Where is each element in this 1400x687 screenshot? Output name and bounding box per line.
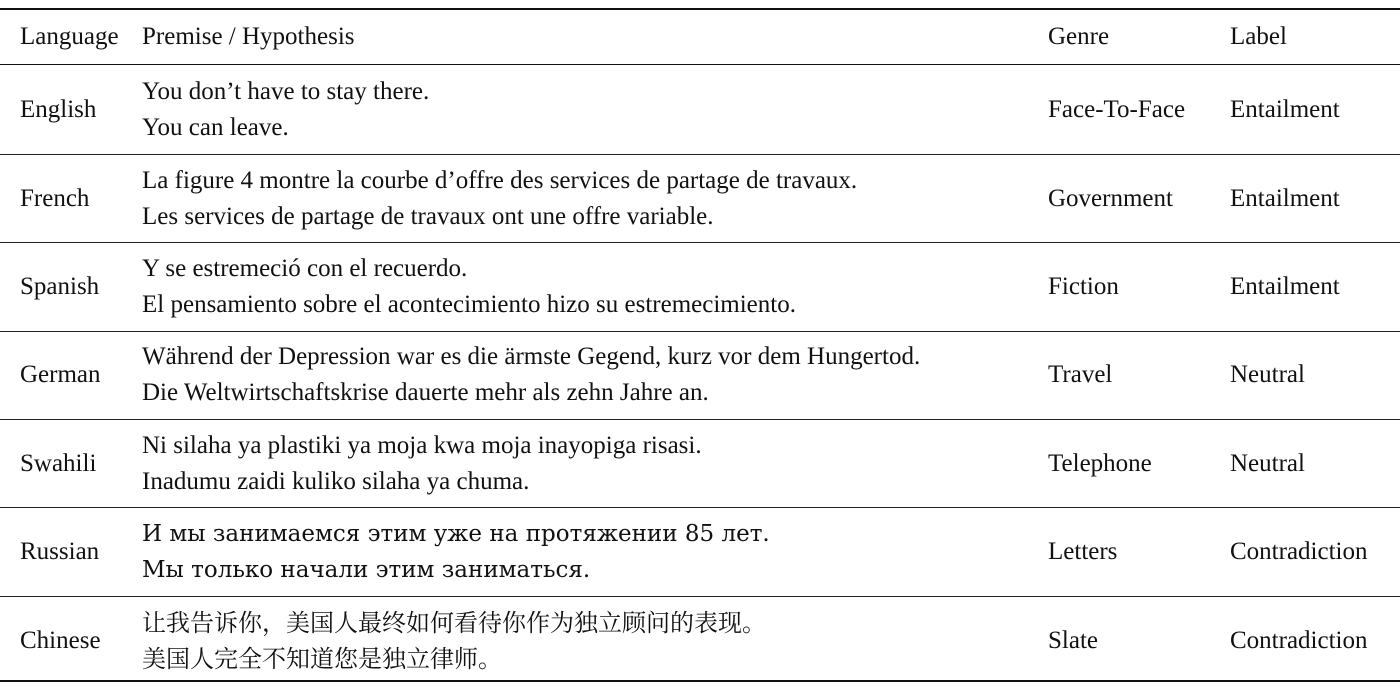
row-language: Spanish	[20, 272, 100, 300]
table-row	[0, 243, 1400, 331]
row-language: Russian	[20, 538, 100, 566]
header-genre: Genre	[1048, 23, 1110, 50]
row-genre: Telephone	[1048, 449, 1152, 477]
row-label: Entailment	[1230, 95, 1340, 123]
header-premise-hypothesis: Premise / Hypothesis	[142, 23, 355, 50]
hypothesis-text: Мы только начали этим заниматься.	[142, 557, 591, 584]
row-genre: Slate	[1048, 626, 1098, 654]
bottom-rule	[0, 680, 1400, 682]
row-genre: Fiction	[1048, 272, 1119, 300]
examples-table	[0, 8, 1400, 685]
row-premise-hypothesis	[140, 331, 1046, 419]
row-genre: Travel	[1048, 361, 1113, 389]
premise-text: 让我告诉你，美国人最终如何看待你作为独立顾问的表现。	[142, 608, 766, 637]
table-row	[0, 508, 1400, 596]
row-label: Entailment	[1230, 184, 1340, 212]
table-row	[0, 596, 1400, 684]
header-label: Label	[1230, 23, 1287, 50]
hypothesis-text: You can leave.	[142, 113, 289, 141]
header-row	[0, 8, 1400, 66]
premise-text: Ni silaha ya plastiki ya moja kwa moja inayopiga risasi.	[142, 431, 702, 459]
premise-text: You don’t have to stay there.	[142, 77, 430, 105]
row-premise-hypothesis	[140, 66, 1046, 154]
row-language: Chinese	[20, 626, 101, 654]
hypothesis-text: Die Weltwirtschaftskrise dauerte mehr als zehn Jahre an.	[142, 379, 709, 407]
row-premise-hypothesis	[140, 243, 1046, 331]
row-language: English	[20, 95, 97, 123]
hypothesis-text: 美国人完全不知道您是独立律师。	[142, 644, 502, 673]
hypothesis-text: Inadumu zaidi kuliko silaha ya chuma.	[142, 467, 530, 495]
row-language: Swahili	[20, 449, 97, 477]
row-genre: Government	[1048, 184, 1173, 212]
row-premise-hypothesis	[140, 154, 1046, 242]
row-label: Contradiction	[1230, 538, 1368, 566]
row-label: Entailment	[1230, 272, 1340, 300]
row-label: Neutral	[1230, 361, 1305, 389]
header-language: Language	[20, 23, 119, 50]
table-row	[0, 154, 1400, 242]
top-rule	[0, 8, 1400, 10]
table-row	[0, 66, 1400, 154]
row-premise-hypothesis	[140, 508, 1046, 596]
row-premise-hypothesis	[140, 420, 1046, 508]
row-language: French	[20, 184, 90, 212]
header-rule	[0, 64, 1400, 65]
row-language: German	[20, 361, 101, 389]
row-genre: Face-To-Face	[1048, 95, 1186, 123]
premise-text: Während der Depression war es die ärmste Gegend, kurz vor dem Hungertod.	[142, 343, 921, 371]
row-premise-hypothesis	[140, 596, 1046, 684]
hypothesis-text: El pensamiento sobre el acontecimiento hizo su estremecimiento.	[142, 290, 796, 318]
table-row	[0, 420, 1400, 508]
row-label: Contradiction	[1230, 626, 1368, 654]
premise-text: La figure 4 montre la courbe d’offre des services de partage de travaux.	[142, 166, 858, 194]
row-genre: Letters	[1048, 538, 1118, 566]
table-row	[0, 331, 1400, 419]
hypothesis-text: Les services de partage de travaux ont une offre variable.	[142, 202, 714, 230]
premise-text: И мы занимаемся этим уже на протяжении 85 лет.	[142, 521, 770, 548]
premise-text: Y se estremeció con el recuerdo.	[142, 254, 468, 282]
row-label: Neutral	[1230, 449, 1305, 477]
